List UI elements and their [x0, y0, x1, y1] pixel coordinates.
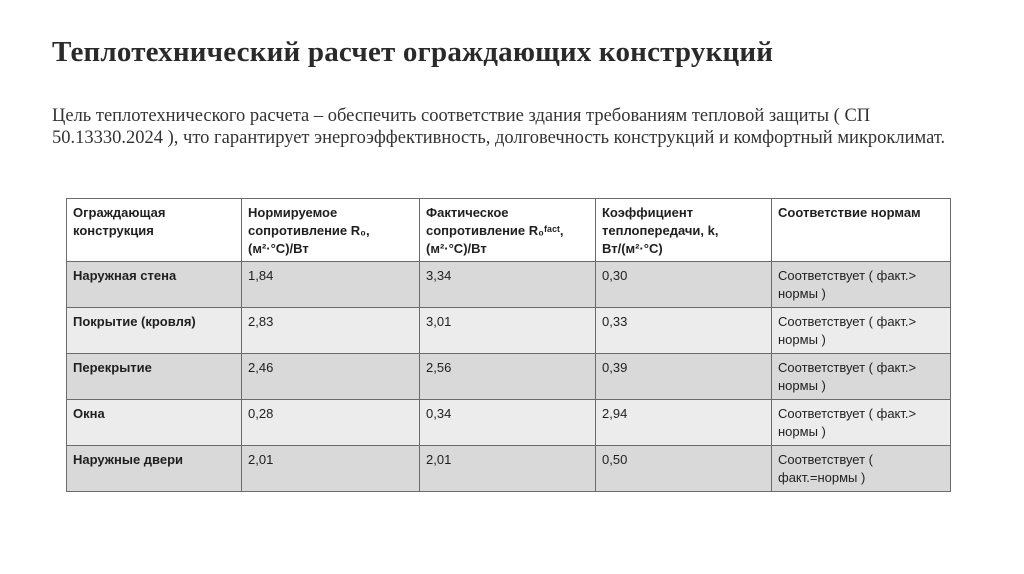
cell-construction: Наружные двери: [67, 446, 242, 492]
cell-actual-resistance: 2,56: [420, 354, 596, 400]
cell-construction: Покрытие (кровля): [67, 308, 242, 354]
table-row: [67, 262, 951, 308]
header-normative-resistance: Нормируемое сопротивление R₀, (м²·°С)/Вт: [242, 199, 420, 262]
cell-normative-resistance: 0,28: [242, 400, 420, 446]
cell-compliance: Соответствует ( факт.> нормы ): [772, 354, 951, 400]
thermal-calc-table: [66, 198, 951, 492]
table-header-row: [67, 199, 951, 262]
cell-actual-resistance: 3,34: [420, 262, 596, 308]
cell-coefficient: 0,30: [596, 262, 772, 308]
table-row: [67, 354, 951, 400]
cell-compliance: Соответствует ( факт.=нормы ): [772, 446, 951, 492]
cell-normative-resistance: 1,84: [242, 262, 420, 308]
cell-compliance: Соответствует ( факт.> нормы ): [772, 400, 951, 446]
header-compliance: Соответствие нормам: [772, 199, 951, 262]
cell-normative-resistance: 2,83: [242, 308, 420, 354]
intro-paragraph: Цель теплотехнического расчета – обеспечить соответствие здания требованиям тепловой защиты ( СП 50.13330.2024 ), что гарантирует энергоэффективность, долговечность конструкций и комфортный микроклимат.: [52, 106, 946, 148]
cell-compliance: Соответствует ( факт.> нормы ): [772, 262, 951, 308]
cell-construction: Перекрытие: [67, 354, 242, 400]
cell-coefficient: 2,94: [596, 400, 772, 446]
cell-construction: Окна: [67, 400, 242, 446]
cell-actual-resistance: 2,01: [420, 446, 596, 492]
cell-actual-resistance: 3,01: [420, 308, 596, 354]
cell-coefficient: 0,50: [596, 446, 772, 492]
cell-coefficient: 0,33: [596, 308, 772, 354]
thermal-calc-table-container: [66, 198, 950, 492]
table-row: [67, 446, 951, 492]
header-actual-resistance: Фактическое сопротивление R₀ᶠᵃᶜᵗ, (м²·°С)/Вт: [420, 199, 596, 262]
table-row: [67, 400, 951, 446]
slide-title: Теплотехнический расчет ограждающих конструкций: [52, 36, 774, 68]
cell-normative-resistance: 2,46: [242, 354, 420, 400]
cell-compliance: Соответствует ( факт.> нормы ): [772, 308, 951, 354]
cell-actual-resistance: 0,34: [420, 400, 596, 446]
cell-construction: Наружная стена: [67, 262, 242, 308]
cell-normative-resistance: 2,01: [242, 446, 420, 492]
table-row: [67, 308, 951, 354]
header-construction: Ограждающая конструкция: [67, 199, 242, 262]
cell-coefficient: 0,39: [596, 354, 772, 400]
header-heat-transfer-coefficient: Коэффициент теплопередачи, k, Вт/(м²·°С): [596, 199, 772, 262]
